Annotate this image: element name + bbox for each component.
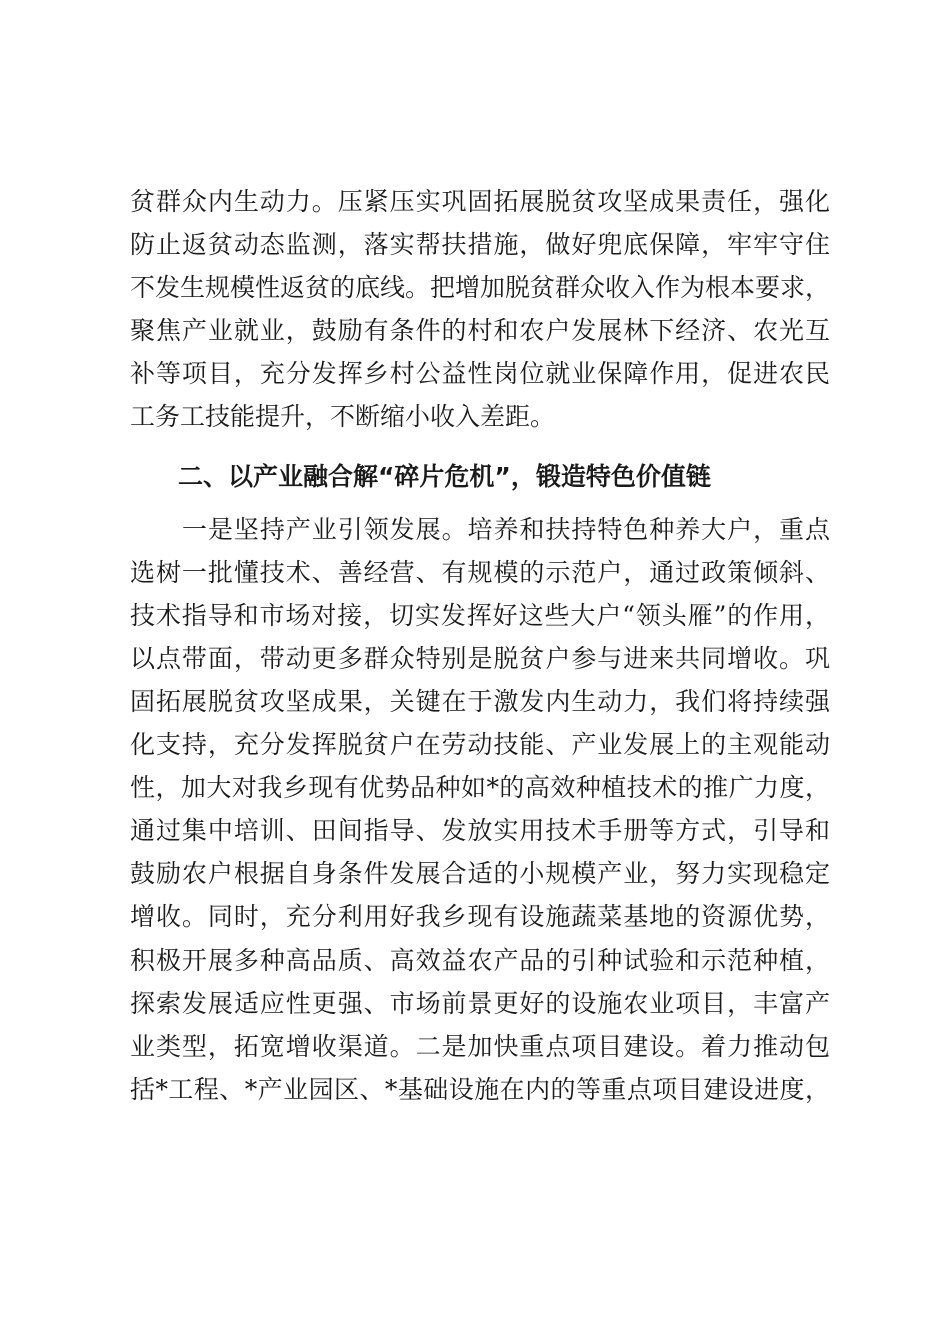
text-line: 性，加大对我乡现有优势品种如*的高效种植技术的推广力度， [130, 773, 830, 803]
text-line: 选树一批懂技术、善经营、有规模的示范户，通过政策倾斜、 [130, 557, 830, 587]
text-line: 工务工技能提升，不断缩小收入差距。 [130, 402, 556, 432]
text-line: 不发生规模性返贫的底线。把增加脱贫群众收入作为根本要求， [130, 273, 831, 303]
text-line: 通过集中培训、田间指导、发放实用技术手册等方式，引导和 [130, 816, 830, 846]
text-line: 技术指导和市场对接，切实发挥好这些大户“领头雁”的作用， [130, 600, 830, 630]
section-heading: 二、以产业融合解“碎片危机”，锻造特色价值链 [178, 461, 711, 491]
text-line: 探索发展适应性更强、市场前景更好的设施农业项目，丰富产 [130, 988, 830, 1018]
text-line: 积极开展多种高品质、高效益农产品的引种试验和示范种植， [130, 945, 830, 975]
paragraph-1 [130, 180, 830, 439]
text-line: 以点带面，带动更多群众特别是脱贫户参与进来共同增收。巩 [130, 643, 830, 673]
text-line: 贫群众内生动力。压紧压实巩固拓展脱贫攻坚成果责任，强化 [130, 187, 830, 216]
text-line: 补等项目，充分发挥乡村公益性岗位就业保障作用，促进农民 [130, 359, 830, 389]
paragraph-2 [130, 508, 830, 1111]
text-line: 一是坚持产业引领发展。培养和扶持特色种养大户，重点 [182, 514, 830, 544]
document-body [130, 180, 830, 1111]
text-line: 括*工程、*产业园区、*基础设施在内的等重点项目建设进度， [130, 1074, 830, 1104]
text-line: 增收。同时，充分利用好我乡现有设施蔬菜基地的资源优势， [130, 902, 830, 932]
text-line: 化支持，充分发挥脱贫户在劳动技能、产业发展上的主观能动 [130, 730, 830, 760]
text-line: 聚焦产业就业，鼓励有条件的村和农户发展林下经济、农光互 [130, 316, 830, 346]
text-line: 固拓展脱贫攻坚成果，关键在于激发内生动力，我们将持续强 [130, 686, 830, 716]
text-line: 业类型，拓宽增收渠道。二是加快重点项目建设。着力推动包 [130, 1031, 830, 1061]
text-line: 防止返贫动态监测，落实帮扶措施，做好兜底保障，牢牢守住 [130, 230, 830, 260]
text-line: 鼓励农户根据自身条件发展合适的小规模产业，努力实现稳定 [130, 859, 830, 889]
